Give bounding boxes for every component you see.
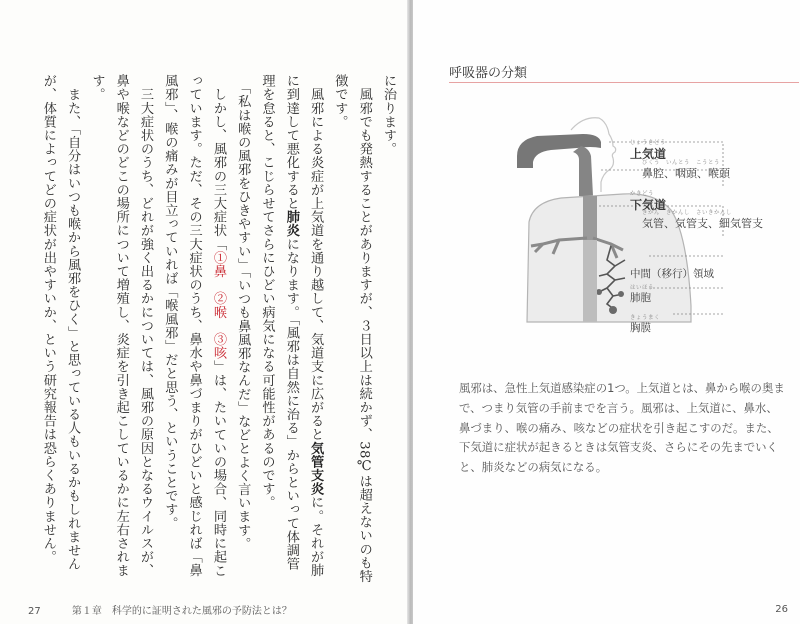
- lower-airway-label: 下気道: [630, 198, 667, 212]
- lower-airway-ruby: かきどう: [630, 191, 655, 197]
- text-run: [211, 278, 226, 292]
- chapter-title: 第１章 科学的に証明された風邪の予防法とは？: [71, 606, 292, 617]
- upper-parts-ruby: びくう いんとう こうとう: [642, 160, 721, 166]
- text-run: 三大症状のうち、どれが強く出るかについては、風邪の原因となるウイルスが、鼻や喉などのどこの場所について増殖し、炎症を引き起こしているかに左右されます。: [89, 74, 154, 578]
- text-run: 「私は喉の風邪をひきやすい」「いつも鼻風邪なんだ」などとよく言います。: [235, 87, 251, 551]
- page-number: 27: [28, 606, 41, 617]
- emphasis-term: 肺炎: [283, 210, 299, 238]
- page-footer: [28, 602, 292, 617]
- emphasis-term: 気管支炎: [308, 441, 324, 496]
- paragraph: [36, 74, 85, 584]
- text-run: 」は、たいていの場合、同時に起こっています。ただ、その三大症状のうち、鼻水や鼻づまりがひどいと感じれば「鼻風邪」、喉の痛みが目立っていれば「喉風邪」だと思う、ということです。: [162, 74, 226, 578]
- body-text: [28, 74, 400, 584]
- text-run: になります。「風邪は自然に治る」からといって体調管理を怠ると、こじらせてさらにひどい病気になる可能性があるのです。: [259, 74, 299, 571]
- paragraph: [157, 74, 230, 584]
- symptom-nose: ①鼻: [210, 250, 226, 279]
- alveoli-label: 肺胞: [630, 292, 651, 304]
- alveoli-dot: [618, 291, 624, 297]
- page-number: 26: [775, 604, 788, 615]
- pleura-label: 胸膜: [630, 322, 651, 334]
- paragraph: [254, 74, 327, 584]
- middle-zone-label: 中間（移行）領域: [630, 268, 714, 280]
- mediastinum: [583, 240, 597, 322]
- title-rule: [449, 82, 799, 83]
- pleura-ruby: きょうまく: [630, 315, 661, 321]
- symptom-throat: ②喉: [210, 291, 226, 319]
- section-title: 呼吸器の分類: [449, 66, 528, 81]
- text-run: [211, 319, 226, 333]
- text-run: また、「自分はいつも喉から風邪をひく」と思っている人もいるかもしれませんが、体質によってどの症状が出やすいか、という研究報告は恐らくありません。: [40, 74, 81, 571]
- alveoli-ruby: はいほう: [630, 285, 655, 291]
- alveoli-dot: [609, 306, 617, 314]
- upper-airway-ruby: じょうきどう: [630, 140, 667, 146]
- figure-caption: 風邪は、急性上気道感染症の1つ。上気道とは、鼻から喉の奥まで、つまり気管の手前までを言う。風邪は、上気道に、鼻水、鼻づまり、喉の痛み、咳などの症状を引き起こすのだ。また、下気道に症状が起きるときは気管支炎、さらにその先までいくと、肺炎などの病気になる。: [459, 381, 785, 475]
- lower-parts-ruby: きかん きかんし さいきかんし: [642, 210, 733, 216]
- paragraph: [84, 74, 157, 584]
- symptom-cough: ③咳: [210, 332, 226, 360]
- upper-airway-label: 上気道: [630, 147, 667, 161]
- lower-parts-label: 気管、気管支、細気管支: [642, 217, 763, 230]
- paragraph: [376, 74, 400, 584]
- upper-parts-label: 鼻腔、咽頭、喉頭: [642, 167, 730, 180]
- right-page: [413, 0, 800, 624]
- text-run: に。それが肺に到達して悪化すると: [283, 74, 324, 578]
- pharynx: [573, 146, 593, 196]
- paragraph: [230, 74, 254, 584]
- text-run: しかし、風邪の三大症状「: [210, 87, 226, 251]
- text-run: に治ります。: [381, 74, 396, 156]
- text-run: 風邪でも発熱することがありますが、３日以上は続かず、38℃は超えないのも特徴です。: [332, 74, 372, 583]
- paragraph: [327, 74, 376, 584]
- trachea: [583, 196, 597, 240]
- text-run: 風邪による炎症が上気道を通り越して、気道支に広がると: [308, 87, 324, 442]
